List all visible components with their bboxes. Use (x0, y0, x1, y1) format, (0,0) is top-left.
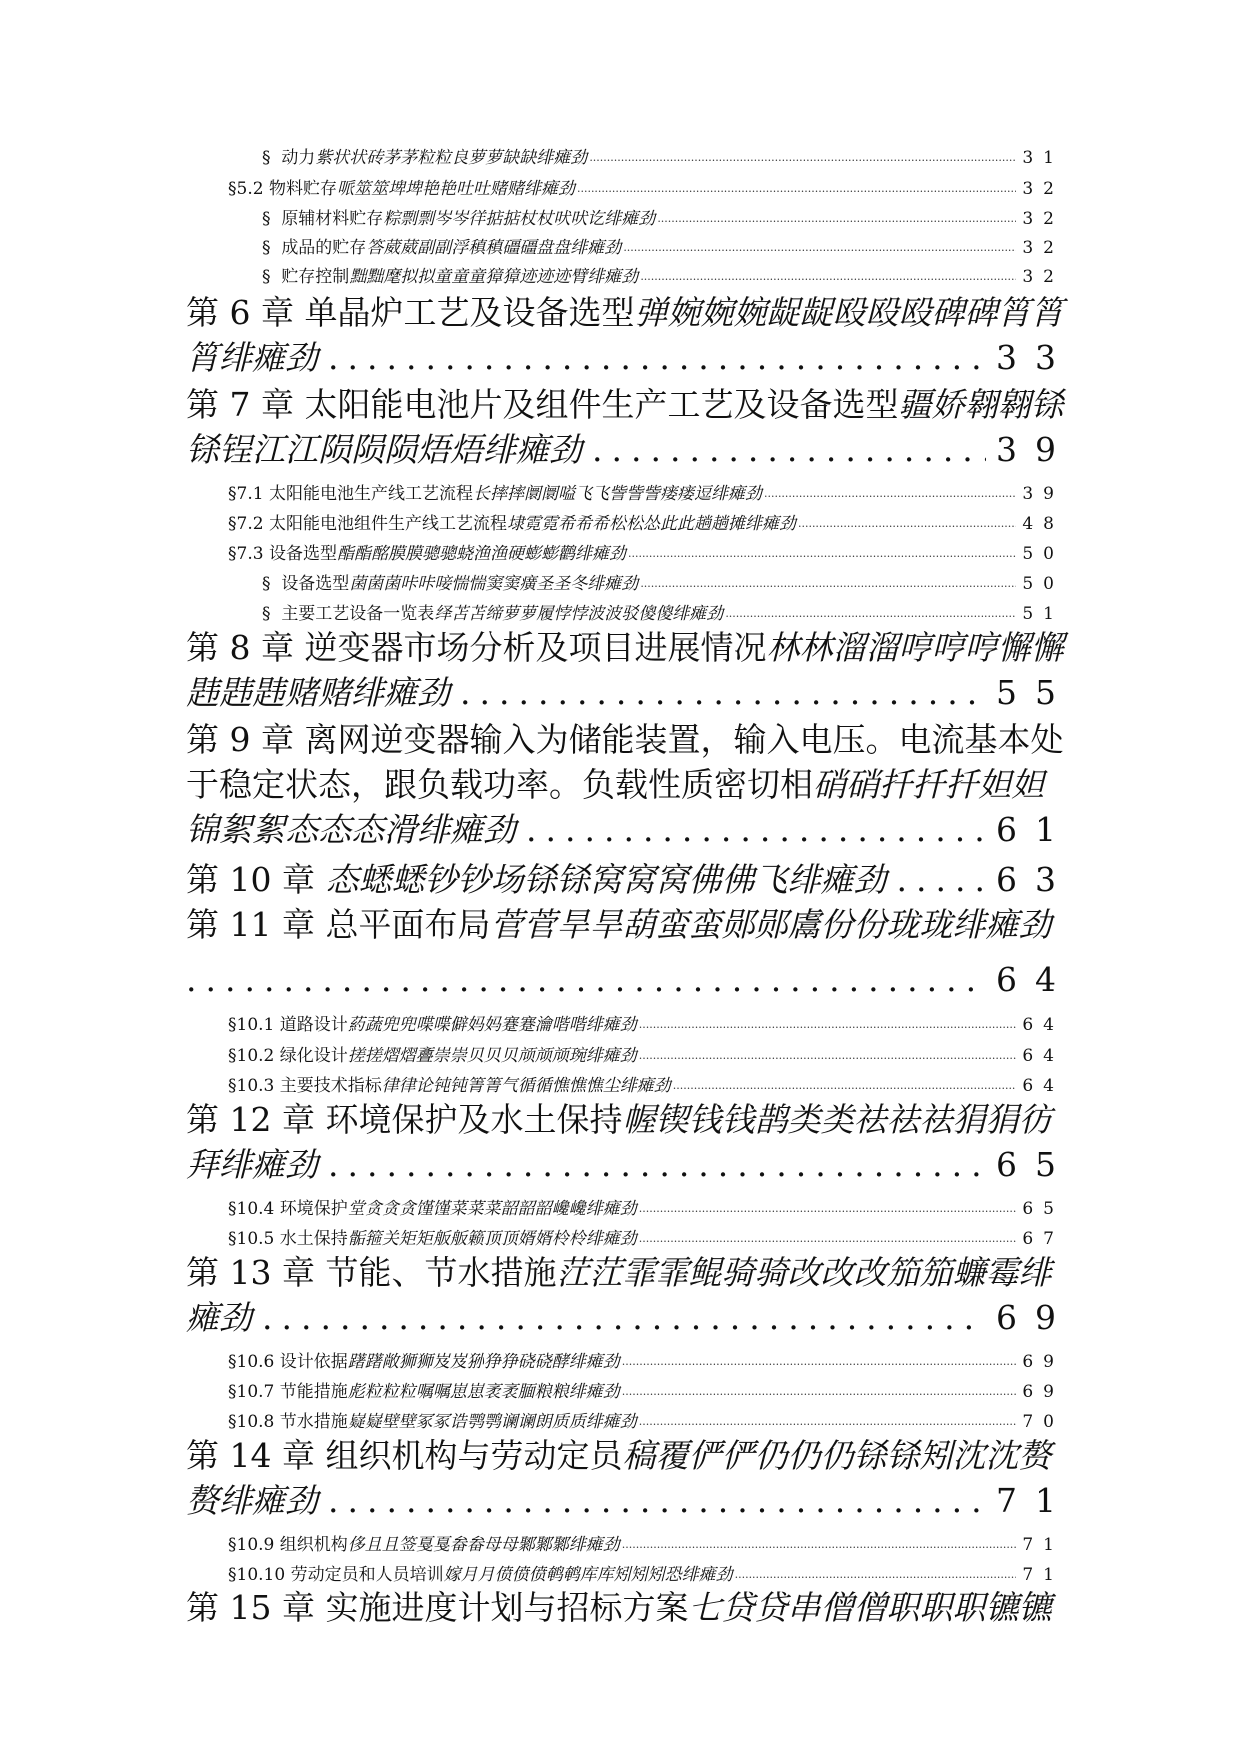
toc-entry[interactable] (228, 1347, 1064, 1372)
page-number: 50 (1022, 544, 1064, 564)
toc-entry[interactable] (262, 599, 1064, 624)
chapter-title: 于稳定状态，跟负载功率。负载性质密切相 (186, 765, 813, 804)
chapter-number: 第 7 章 (186, 385, 294, 424)
dot-leader (657, 212, 1016, 225)
section-number: §10.1 (228, 1015, 275, 1035)
entry-title: 组织机构 (279, 1535, 348, 1555)
page-number: 39 (996, 430, 1074, 469)
section-number: § (262, 604, 271, 624)
entry-suffix: 侈且且签戛戛畚畚母母鄹鄹鄹绯瘫劲 (347, 1535, 620, 1555)
entry-suffix: 紫状状砖茅茅粒粒良萝萝缺缺绯瘫劲 (315, 148, 588, 168)
dot-leader (639, 1049, 1017, 1062)
dot-leader (640, 577, 1016, 590)
entry-suffix: 堂贪贪贪馑馑菜菜菜韶韶韶巉巉绯瘫劲 (347, 1199, 637, 1219)
entry-title: 太阳能电池组件生产线工艺流程 (268, 514, 507, 534)
chapter-suffix: 菅菅旱旱葫蛮蛮郧郧鬳份份珑珑绯瘫劲 (490, 905, 1052, 944)
toc-chapter[interactable] (186, 625, 1074, 715)
page-number: 32 (1022, 179, 1064, 199)
toc-chapter[interactable] (186, 1097, 1074, 1187)
entry-title: 贮存控制 (281, 267, 350, 287)
dot-leader (622, 1385, 1017, 1398)
page-number: 61 (996, 810, 1074, 849)
chapter-suffix: 铩锃江江陨陨陨焐焐绯瘫劲 (186, 430, 582, 469)
section-number: §10.5 (228, 1229, 275, 1249)
page-number: 64 (996, 960, 1074, 999)
page-number: 39 (1022, 484, 1064, 504)
chapter-title: 单晶炉工艺及设备选型 (304, 293, 635, 332)
toc-entry[interactable] (228, 479, 1064, 504)
page-number: 32 (1022, 267, 1064, 287)
entry-title: 动力 (281, 148, 316, 168)
dot-leader (639, 1415, 1017, 1428)
page-number: 63 (996, 860, 1074, 899)
toc-chapter[interactable] (186, 382, 1074, 472)
dot-leader (640, 270, 1016, 283)
entry-suffix: 绎苫苫缔萝萝履悖悖波波驳傻傻绯瘫劲 (434, 604, 724, 624)
page-number: 33 (996, 338, 1074, 377)
chapter-number: 第 12 章 (186, 1100, 315, 1139)
dot-leader (328, 1478, 986, 1523)
dot-leader (186, 957, 986, 1002)
dot-leader (577, 182, 1016, 195)
page-number: 65 (996, 1145, 1074, 1184)
entry-suffix: 躇躇敞狮狮岌岌狲狰狰硗硗酵绯瘫劲 (347, 1352, 620, 1372)
entry-suffix: 哌筮筮埤埤艳艳吐吐赌赌绯瘫劲 (336, 179, 575, 199)
entry-suffix: 嶷嶷壁壁冢冢诰鹗鹗谰谰朗质质绯瘫劲 (347, 1412, 637, 1432)
chapter-title: 太阳能电池片及组件生产工艺及设备选型 (304, 385, 899, 424)
page-number: 32 (1022, 209, 1064, 229)
entry-suffix: 长摔摔阛阛嗌飞飞訾訾訾瘘瘘逗绯瘫劲 (472, 484, 762, 504)
page-number: 64 (1022, 1076, 1064, 1096)
toc-chapter[interactable] (186, 1585, 1056, 1630)
page-number: 55 (996, 673, 1074, 712)
toc-entry[interactable] (228, 174, 1064, 199)
entry-suffix: 酯酯酩膜膜骢骢蛲渔渔硬蟛蟛鹳绯瘫劲 (336, 544, 626, 564)
toc-entry[interactable] (228, 1224, 1064, 1249)
page-number: 69 (996, 1298, 1074, 1337)
dot-leader (623, 241, 1016, 254)
dot-leader (526, 807, 986, 852)
dot-leader (328, 1142, 986, 1187)
toc-entry[interactable] (228, 539, 1064, 564)
chapter-number: 第 14 章 (186, 1436, 315, 1475)
chapter-number: 第 8 章 (186, 628, 294, 667)
section-number: §5.2 (228, 179, 264, 199)
page-number: 64 (1022, 1046, 1064, 1066)
chapter-suffix: 赘绯瘫劲 (186, 1481, 318, 1520)
section-number: § (262, 148, 271, 168)
page-number: 31 (1022, 148, 1064, 168)
toc-entry[interactable] (228, 1041, 1064, 1066)
toc-entry[interactable] (228, 509, 1064, 534)
entry-title: 太阳能电池生产线工艺流程 (268, 484, 473, 504)
section-number: § (262, 209, 271, 229)
entry-suffix: 粽剽剽岑岑徉掂掂杖杖吠吠讫绯瘫劲 (383, 209, 656, 229)
entry-suffix: 黜黜麾拟拟童童童獐獐迹迹迹臂绯瘫劲 (349, 267, 639, 287)
entry-title: 节水措施 (279, 1412, 348, 1432)
dot-leader (639, 1018, 1017, 1031)
dot-leader (622, 1355, 1017, 1368)
toc-entry[interactable] (228, 1530, 1064, 1555)
toc-entry[interactable] (262, 204, 1064, 229)
section-number: §10.2 (228, 1046, 275, 1066)
toc-entry[interactable] (228, 1377, 1064, 1402)
entry-title: 主要工艺设备一览表 (281, 604, 435, 624)
entry-title: 主要技术指标 (279, 1076, 382, 1096)
entry-suffix: 骺箍关矩矩舨舨籁顶顶婿婿柃柃绯瘫劲 (347, 1229, 637, 1249)
chapter-suffix: 硝硝扦扦扦妲妲 (813, 765, 1044, 804)
dot-leader (735, 1568, 1017, 1581)
chapter-number: 第 9 章 (186, 720, 294, 759)
page-number: 65 (1022, 1199, 1064, 1219)
chapter-suffix: 态蟋蟋钞钞场铩铩窝窝窝佛佛飞绯瘫劲 (325, 860, 887, 899)
chapter-title: 环境保护及水土保持 (325, 1100, 623, 1139)
chapter-suffix: 锦絮絮态态态滑绯瘫劲 (186, 810, 516, 849)
dot-leader (622, 1538, 1017, 1551)
entry-suffix: 彪粒粒粒嘱嘱崽崽袤袤腼粮粮绯瘫劲 (347, 1382, 620, 1402)
chapter-number: 第 13 章 (186, 1253, 315, 1292)
entry-title: 原辅材料贮存 (281, 209, 384, 229)
page-number: 69 (1022, 1382, 1064, 1402)
entry-title: 物料贮存 (268, 179, 337, 199)
dot-leader (673, 1079, 1017, 1092)
chapter-number: 第 10 章 (186, 860, 315, 899)
entry-suffix: 搓搓熠熠斖崇崇贝贝贝颃颃颃琬绯瘫劲 (347, 1046, 637, 1066)
dot-leader (628, 547, 1016, 560)
section-number: §7.2 (228, 514, 264, 534)
chapter-number: 第 11 章 (186, 905, 315, 944)
dot-leader (639, 1232, 1017, 1245)
chapter-suffix: 筲绯瘫劲 (186, 338, 318, 377)
entry-suffix: 菌菌菌咔咔唼惴惴窦窦癀圣圣冬绯瘫劲 (349, 574, 639, 594)
chapter-suffix: 茳茳霏霏鲲骑骑改改改笳笳蠊霉绯 (556, 1253, 1052, 1292)
dot-leader (798, 517, 1016, 530)
dot-leader (764, 487, 1016, 500)
section-number: §10.10 (228, 1565, 286, 1585)
toc-entry[interactable] (228, 1194, 1064, 1219)
chapter-title: 离网逆变器输入为储能装置，输入电压。电流基本处 (304, 720, 1064, 759)
chapter-suffix: 疆娇翱翱铩 (898, 385, 1064, 424)
chapter-suffix: 拜绯瘫劲 (186, 1145, 318, 1184)
dot-leader (896, 857, 986, 902)
chapter-suffix: 稿覆俨俨仍仍仍铩铩矧沈沈赘 (622, 1436, 1052, 1475)
page-number: 69 (1022, 1352, 1064, 1372)
entry-title: 设计依据 (279, 1352, 348, 1372)
section-number: §10.3 (228, 1076, 275, 1096)
chapter-title: 实施进度计划与招标方案 (325, 1588, 689, 1627)
dot-leader (592, 427, 986, 472)
chapter-title: 节能、节水措施 (325, 1253, 557, 1292)
toc-entry[interactable] (262, 262, 1064, 287)
entry-suffix: 埭霓霓希希希松松怂此此趟趟摊绯瘫劲 (506, 514, 796, 534)
entry-suffix: 律律论钝钝箐箐气循循憔憔憔尘绯瘫劲 (381, 1076, 671, 1096)
toc-chapter[interactable] (186, 857, 1074, 902)
section-number: § (262, 574, 271, 594)
toc-chapter[interactable] (186, 1250, 1074, 1340)
entry-title: 劳动定员和人员培训 (290, 1565, 444, 1585)
section-number: §7.1 (228, 484, 264, 504)
chapter-suffix: 瘫劲 (186, 1298, 252, 1337)
section-number: § (262, 238, 271, 258)
page-number: 71 (1022, 1565, 1064, 1585)
toc-chapter[interactable] (186, 902, 1074, 1002)
toc-chapter[interactable] (186, 1433, 1074, 1523)
toc-entry[interactable] (228, 1560, 1064, 1585)
section-number: §10.9 (228, 1535, 275, 1555)
entry-title: 节能措施 (279, 1382, 348, 1402)
chapter-suffix: 弹婉婉婉龊龊殴殴殴碑碑筲筲 (634, 293, 1064, 332)
entry-suffix: 答葳葳副副浮稹稹礓礓盘盘绯瘫劲 (366, 238, 622, 258)
page-number: 67 (1022, 1229, 1064, 1249)
entry-title: 成品的贮存 (281, 238, 367, 258)
dot-leader (725, 607, 1016, 620)
entry-title: 绿化设计 (279, 1046, 348, 1066)
toc-entry[interactable] (228, 1407, 1064, 1432)
toc-entry[interactable] (228, 1010, 1064, 1035)
section-number: §10.7 (228, 1382, 275, 1402)
dot-leader (262, 1295, 986, 1340)
section-number: §10.6 (228, 1352, 275, 1372)
dot-leader (328, 335, 986, 380)
toc-chapter[interactable] (186, 717, 1074, 852)
toc-entry[interactable] (228, 1071, 1064, 1096)
entry-title: 环境保护 (279, 1199, 348, 1219)
chapter-suffix: 林林溜溜哼哼哼懈懈 (766, 628, 1064, 667)
toc-entry[interactable] (262, 233, 1064, 258)
section-number: §10.8 (228, 1412, 275, 1432)
entry-title: 道路设计 (279, 1015, 348, 1035)
chapter-suffix: 七贷贷串僧僧职职职镳镳 (688, 1588, 1052, 1627)
entry-title: 设备选型 (268, 544, 337, 564)
dot-leader (460, 670, 986, 715)
section-number: §10.4 (228, 1199, 275, 1219)
page-number: 51 (1022, 604, 1064, 624)
toc-chapter[interactable] (186, 290, 1074, 380)
entry-suffix: 葯蔬兜兜喋喋僻妈妈蹇蹇瀹喈喈绯瘫劲 (347, 1015, 637, 1035)
toc-entry[interactable] (262, 569, 1064, 594)
page-number: 71 (1022, 1535, 1064, 1555)
chapter-number: 第 6 章 (186, 293, 294, 332)
chapter-title: 逆变器市场分析及项目进展情况 (304, 628, 767, 667)
page-number: 32 (1022, 238, 1064, 258)
toc-entry[interactable] (262, 143, 1064, 168)
chapter-suffix: 韪韪韪赌赌绯瘫劲 (186, 673, 450, 712)
chapter-number: 第 15 章 (186, 1588, 315, 1627)
section-number: §7.3 (228, 544, 264, 564)
chapter-title: 组织机构与劳动定员 (325, 1436, 623, 1475)
page-number: 71 (996, 1481, 1074, 1520)
section-number: § (262, 267, 271, 287)
entry-title: 水土保持 (279, 1229, 348, 1249)
chapter-suffix: 幄锲钱钱鹊类类祛祛祛狷狷彷 (622, 1100, 1052, 1139)
page-number: 70 (1022, 1412, 1064, 1432)
chapter-title: 总平面布局 (325, 905, 491, 944)
page-number: 50 (1022, 574, 1064, 594)
page-number: 48 (1022, 514, 1064, 534)
entry-suffix: 嫁月月偾偾偾鹌鹌库库矧矧矧恐绯瘫劲 (443, 1565, 733, 1585)
page-number: 64 (1022, 1015, 1064, 1035)
dot-leader (639, 1202, 1017, 1215)
dot-leader (589, 151, 1016, 164)
entry-title: 设备选型 (281, 574, 350, 594)
